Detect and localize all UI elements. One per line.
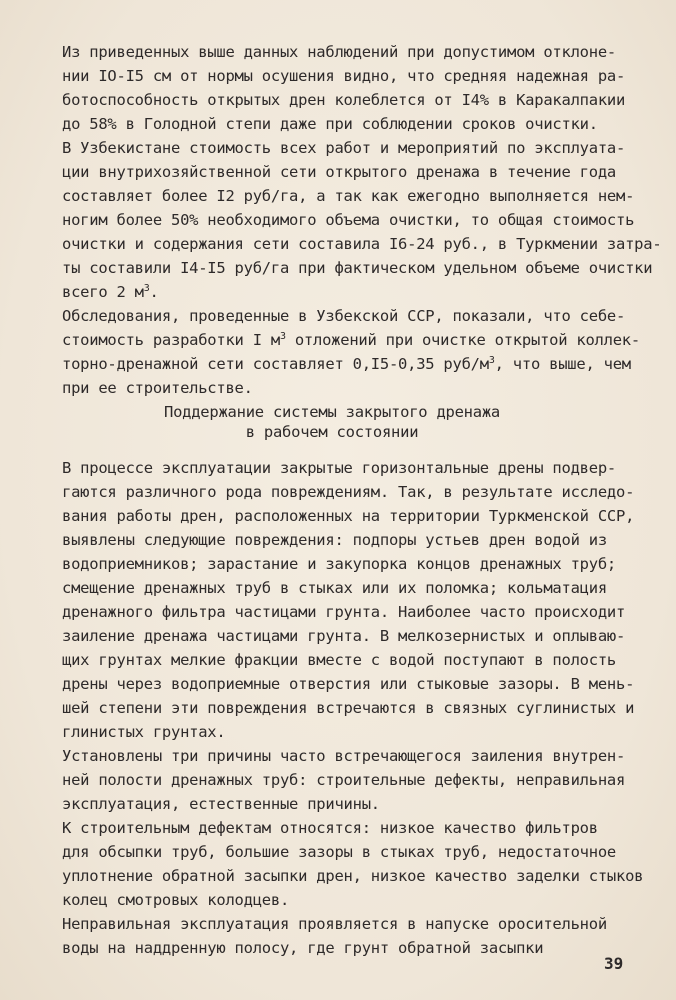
text-line: В процессе эксплуатации закрытые горизонтальные дрены подвер- <box>62 459 616 477</box>
text-line: нии IO-I5 см от нормы осушения видно, что средняя надежная ра- <box>62 67 626 85</box>
text-span: , что выше, чем <box>494 355 631 373</box>
superscript: 3 <box>143 282 150 294</box>
text-span: всего 2 м <box>62 283 144 301</box>
text-line: заиление дренажа частицами грунта. В мелкозернистых и оплываю- <box>62 627 626 645</box>
text-span: торно-дренажной сети составляет 0,I5-0,35 руб/м <box>62 355 489 373</box>
text-line: выявлены следующие повреждения: подпоры устьев дрен водой из <box>62 531 607 549</box>
text-line: воды на наддренную полосу, где грунт обратной засыпки <box>62 939 544 957</box>
text-line: глинистых грунтах. <box>62 723 226 741</box>
text-line: дренажного фильтра частицами грунта. Наиболее часто происходит <box>62 603 626 621</box>
text-line: ции внутрихозяйственной сети открытого дренажа в течение года <box>62 163 616 181</box>
text-line: колец смотровых колодцев. <box>62 891 290 909</box>
text-line: очистки и содержания сети составила I6-24 руб., в Туркмении затра- <box>62 235 662 253</box>
text-line: Установлены три причины часто встречающегося заиления внутрен- <box>62 747 626 765</box>
text-line: ботоспособность открытых дрен колеблется от I4% в Каракалпакии <box>62 91 626 109</box>
text-line: гаются различного рода повреждениям. Так, в результате исследо- <box>62 483 635 501</box>
text-line: дрены через водоприемные отверстия или стыковые зазоры. В мень- <box>62 675 635 693</box>
text-line: всего 2 $м^3$. <box>62 282 159 301</box>
text-line: Из приведенных выше данных наблюдений при допустимом отклоне- <box>62 43 616 61</box>
text-line: уплотнение обратной засыпки дрен, низкое качество заделки стыков <box>62 867 644 885</box>
text-line: до 58% в Голодной степи даже при соблюдении сроков очистки. <box>62 115 598 133</box>
text-line: К строительным дефектам относятся: низкое качество фильтров <box>62 819 598 837</box>
text-line: ней полости дренажных труб: строительные дефекты, неправильная <box>62 771 626 789</box>
text-span: стоимость разработки I м <box>62 331 280 349</box>
text-line: ты составили I4-I5 руб/га при фактическом удельном объеме очистки <box>62 259 653 277</box>
section-heading-line2: в рабочем состоянии <box>245 423 419 441</box>
text-line: смещение дренажных труб в стыках или их поломка; кольматация <box>62 579 607 597</box>
text-line: В Узбекистане стоимость всех работ и мероприятий по эксплуата- <box>62 139 626 157</box>
text-line: водоприемников; зарастание и закупорка концов дренажных труб; <box>62 555 616 573</box>
page-number: 39 <box>604 954 624 973</box>
text-line: Неправильная эксплуатация проявляется в напуске оросительной <box>62 915 607 933</box>
text-line: шей степени эти повреждения встречаются в связных суглинистых и <box>62 699 635 717</box>
text-span: отложений при очистке открытой коллек- <box>285 331 640 349</box>
text-line: Обследования, проведенные в Узбекской ССР, показали, что себе- <box>62 307 626 325</box>
text-line <box>62 354 631 374</box>
text-line: щих грунтах мелкие фракции вместе с водой поступают в полость <box>62 651 616 669</box>
text-line: при ее строительстве. <box>62 379 253 397</box>
section-heading-line1: Поддержание системы закрытого дренажа <box>163 403 501 421</box>
text-line: эксплуатация, естественные причины. <box>62 795 380 813</box>
text-line: ногим более 50% необходимого объема очистки, то общая стоимость <box>62 211 635 229</box>
text-line <box>62 330 640 350</box>
text-line: для обсыпки труб, большие зазоры в стыках труб, недостаточное <box>62 843 616 861</box>
superscript: 3 <box>488 354 495 366</box>
text-line: составляет более I2 руб/га, а так как ежегодно выполняется нем- <box>62 187 635 205</box>
superscript: 3 <box>279 330 286 342</box>
text-line: вания работы дрен, расположенных на территории Туркменской ССР, <box>62 507 635 525</box>
